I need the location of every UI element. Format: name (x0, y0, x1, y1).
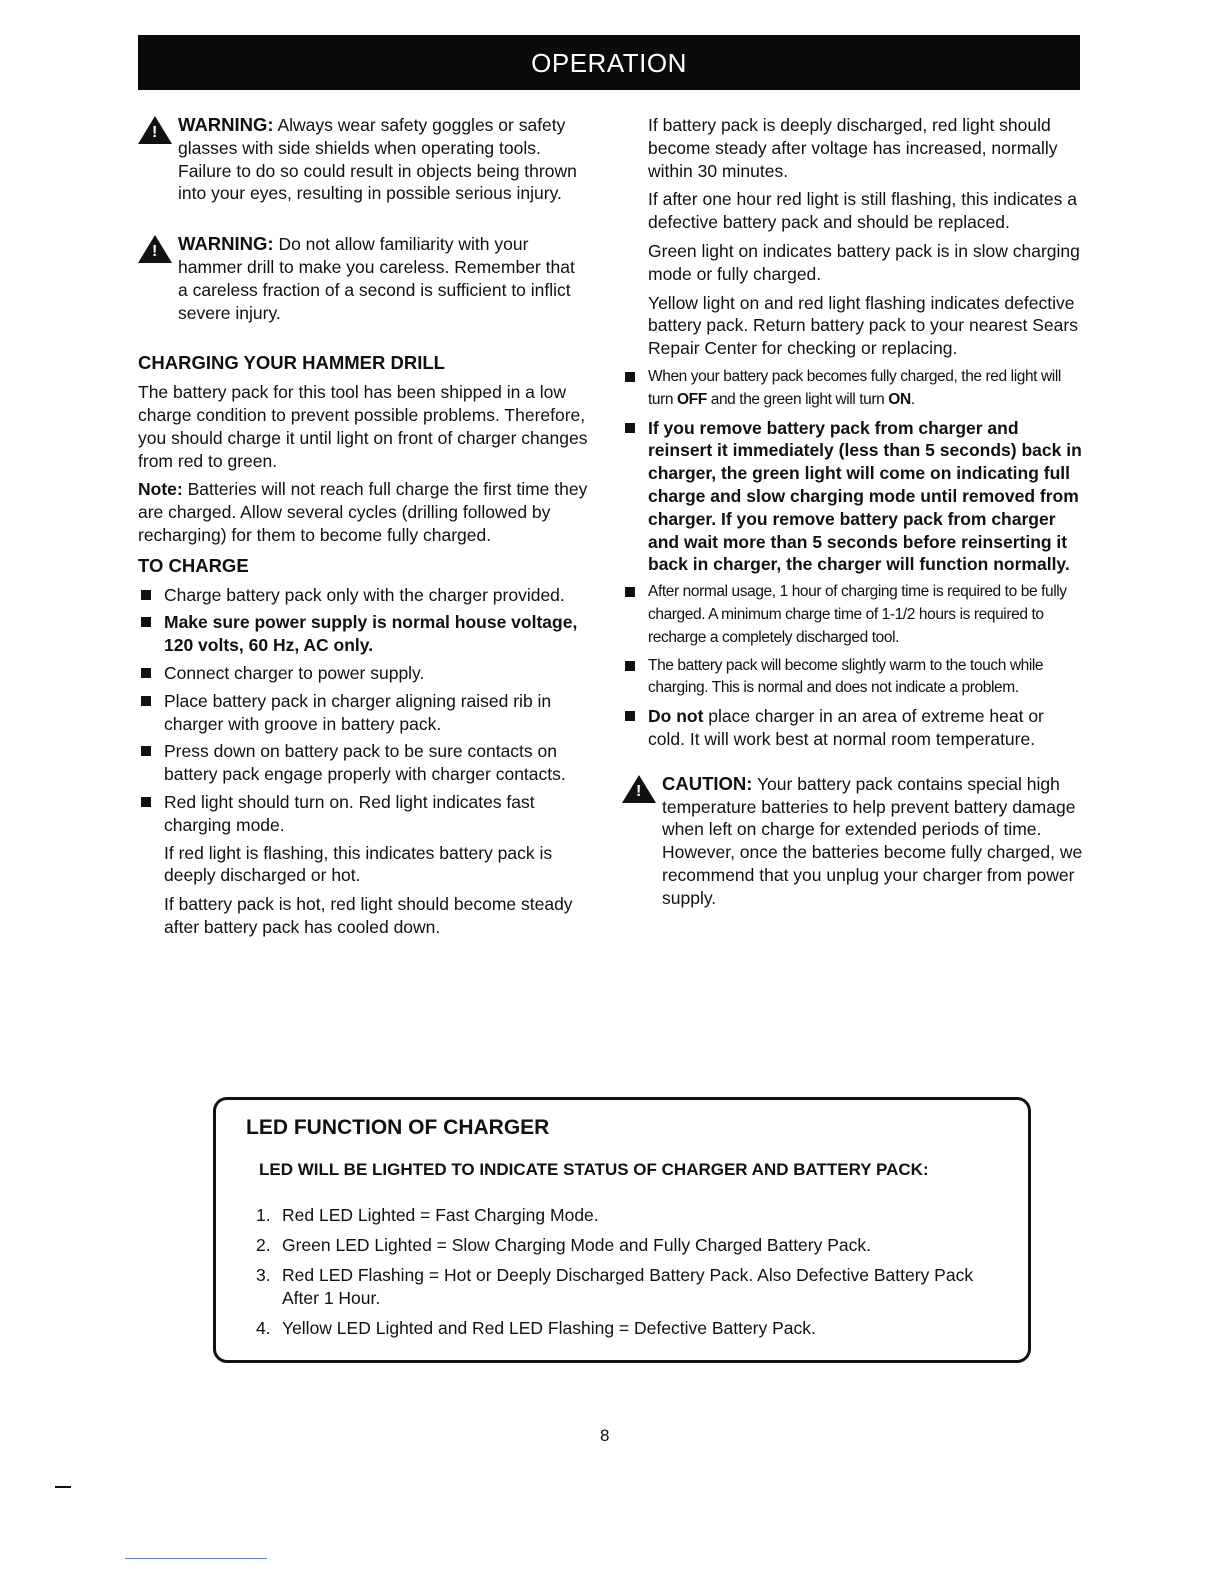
item-number: 4. (256, 1318, 271, 1338)
list-item (138, 611, 588, 657)
list-item (622, 705, 1084, 751)
bold-text: OFF (677, 390, 707, 408)
paragraph: If battery pack is hot, red light should become steady after battery pack has cooled down. (164, 894, 573, 937)
scan-mark (55, 1486, 71, 1488)
warning-text: Always wear safety goggles or safety glasses with side shields when operating tools. Failure to do so could result in objects being thrown into your eyes, resulting in possible serious injury. (178, 115, 577, 204)
note-paragraph (138, 478, 588, 546)
section-title: CHARGING YOUR HAMMER DRILL (138, 352, 445, 374)
list-item (622, 417, 1084, 577)
warning-triangle-icon (138, 235, 172, 263)
divider (125, 1558, 267, 1559)
list-item: Place battery pack in charger aligning raised rib in charger with groove in battery pack. (138, 690, 588, 736)
led-function-box (213, 1097, 1031, 1363)
warning-triangle-icon (622, 775, 656, 803)
item-text: Red LED Lighted = Fast Charging Mode. (282, 1205, 599, 1225)
led-box-subtitle: LED WILL BE LIGHTED TO INDICATE STATUS OF CHARGER AND BATTERY PACK: (259, 1160, 929, 1179)
caution-label: CAUTION: (662, 772, 753, 794)
paragraph: If after one hour red light is still flashing, this indicates a defective battery pack and should be replaced. (648, 189, 1077, 233)
bold-text: ON (888, 390, 911, 408)
list-item: Red light should turn on. Red light indicates fast charging mode. (138, 791, 588, 837)
note-text: Batteries will not reach full charge the first time they are charged. Allow several cycles (drilling followed by recharging) for them to become fully charged. (138, 479, 588, 545)
text: When your battery pack becomes fully charged, the red light will turn (648, 367, 1061, 408)
item-text: Yellow LED Lighted and Red LED Flashing = Defective Battery Pack. (282, 1318, 816, 1338)
item-number: 1. (256, 1205, 271, 1225)
bold-text: If you remove battery pack from charger and reinsert it immediately (less than 5 seconds) back in charger, the green light will come on indicating full charge and slow charging mode until removed from charger. If you remove battery pack from charger and wait more than 5 seconds before reinserting it back in charger, the charger will function normally. (648, 417, 1082, 575)
text: and the green light will turn (706, 390, 889, 408)
led-box-title: LED FUNCTION OF CHARGER (246, 1116, 550, 1139)
warning-familiarity (138, 233, 588, 324)
list-item: The battery pack will become slightly warm to the touch while charging. This is normal and does not indicate a problem. (622, 655, 1084, 701)
intro-paragraph: The battery pack for this tool has been shipped in a low charge condition to prevent possible problems. Therefore, you should charge it until light on front of charger changes from red to green. (138, 382, 588, 471)
bold-text: Make sure power supply is normal house voltage, 120 volts, 60 Hz, AC only. (164, 612, 578, 656)
section-header: OPERATION (138, 35, 1080, 90)
list-item: Connect charger to power supply. (138, 662, 588, 685)
right-column (622, 114, 1084, 938)
list-item: Press down on battery pack to be sure contacts on battery pack engage properly with charger contacts. (138, 740, 588, 786)
warning-text: Do not allow familiarity with your hammer drill to make you careless. Remember that a careless fraction of a second is sufficient to inflict severe injury. (178, 234, 575, 323)
led-list (256, 1204, 976, 1347)
item-number: 3. (256, 1265, 271, 1285)
list-item (256, 1234, 976, 1257)
list-item: Charge battery pack only with the charger provided. (138, 584, 588, 607)
warning-label: WARNING: (178, 233, 274, 255)
to-charge-title: TO CHARGE (138, 554, 249, 576)
text: place charger in an area of extreme heat or cold. It will work best at normal room temperature. (648, 706, 1044, 749)
item-number: 2. (256, 1235, 271, 1255)
note-label: Note: (138, 479, 183, 500)
page-number: 8 (600, 1426, 610, 1445)
warning-triangle-icon (138, 116, 172, 144)
bold-text: Do not (648, 706, 704, 727)
warning-goggles (138, 114, 588, 205)
list-item (256, 1317, 976, 1340)
item-text: Green LED Lighted = Slow Charging Mode and Fully Charged Battery Pack. (282, 1235, 872, 1255)
paragraph: Yellow light on and red light flashing indicates defective battery pack. Return battery pack to your nearest Sears Repair Center for checking or replacing. (648, 292, 1078, 359)
warning-label: WARNING: (178, 114, 274, 135)
paragraph: If battery pack is deeply discharged, red light should become steady after voltage has increased, normally within 30 minutes. (648, 115, 1058, 181)
paragraph: If red light is flashing, this indicates battery pack is deeply discharged or hot. (164, 842, 553, 886)
list-item (256, 1204, 976, 1227)
caution-note (622, 773, 1084, 910)
list-item: After normal usage, 1 hour of charging time is required to be fully charged. A minimum charge time of 1-1/2 hours is required to recharge a completely discharged tool. (622, 581, 1084, 649)
text: . (910, 390, 915, 408)
list-item (256, 1264, 976, 1310)
list-item (622, 366, 1084, 412)
item-text: Red LED Flashing = Hot or Deeply Discharged Battery Pack. Also Defective Battery Pack After 1 Hour. (282, 1265, 974, 1308)
paragraph: Green light on indicates battery pack is in slow charging mode or fully charged. (648, 240, 1080, 284)
left-column (138, 114, 588, 945)
caution-text: Your battery pack contains special high temperature batteries to help prevent battery damage when left on charge for extended periods of time. However, once the batteries become fully charged, we recommend that you unplug your charger from power supply. (662, 773, 1083, 908)
